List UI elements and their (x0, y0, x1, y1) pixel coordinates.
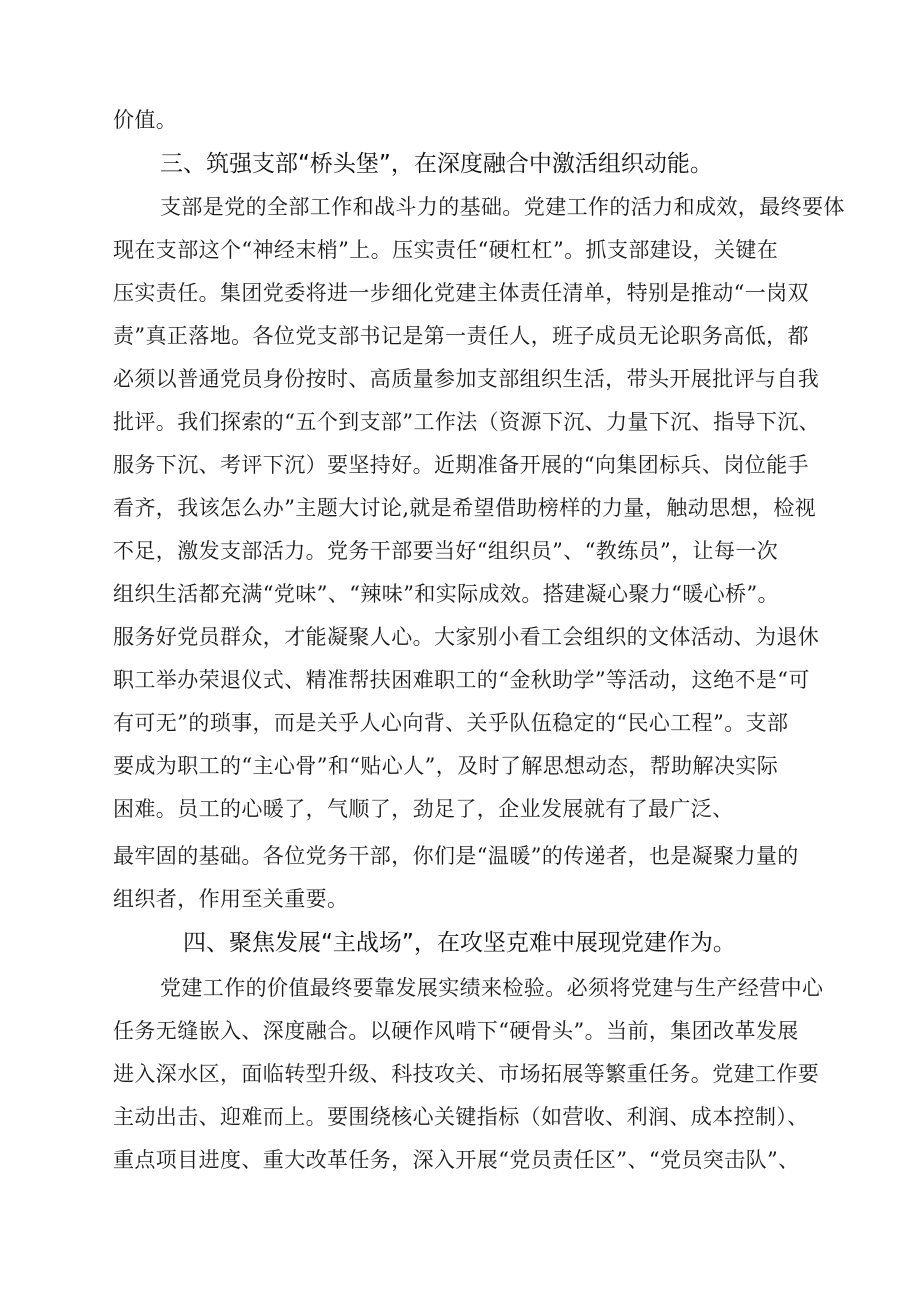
paragraph-line: 看齐，我该怎么办”主题大讨论,就是希望借助榜样的力量，触动思想，检视 (113, 496, 817, 520)
paragraph-line: 重点项目进度、重大改革任务，深入开展“党员责任区”、“党员突击队”、 (113, 1148, 800, 1172)
paragraph-tail: 价值。 (113, 108, 178, 132)
paragraph-line: 批评。我们探索的“五个到支部”工作法（资源下沉、力量下沉、指导下沉、 (113, 410, 821, 434)
paragraph-line: 困难。员工的心暖了，气顺了，劲足了，企业发展就有了最广泛、 (113, 797, 734, 821)
paragraph-line: 服务好党员群众，才能凝聚人心。大家别小看工会组织的文体活动、为退休 (113, 625, 820, 649)
paragraph-line: 服务下沉、考评下沉）要坚持好。近期准备开展的“向集团标兵、岗位能手 (113, 453, 809, 477)
paragraph-line: 主动出击、迎难而上。要围绕核心关键指标（如营收、利润、成本控制）、 (113, 1105, 809, 1129)
paragraph-line: 任务无缝嵌入、深度融合。以硬作风啃下“硬骨头”。当前，集团改革发展 (113, 1019, 799, 1043)
paragraph-line: 现在支部这个“神经末梢”上。压实责任“硬杠杠”。抓支部建设，关键在 (113, 238, 779, 262)
paragraph-line: 不足，激发支部活力。党务干部要当好“组织员”、“教练员”，让每一次 (113, 539, 779, 563)
paragraph-line: 要成为职工的“主心骨”和“贴心人”，及时了解思想动态，帮助解决实际 (113, 754, 779, 778)
paragraph-line: 责”真正落地。各位党支部书记是第一责任人，班子成员无论职务高低，都 (113, 324, 809, 348)
paragraph-line: 党建工作的价值最终要靠发展实绩来检验。必须将党建与生产经营中心 (160, 976, 824, 1000)
section-heading-4: 四、聚焦发展“主战场”，在攻坚克难中展现党建作为。 (183, 930, 736, 956)
paragraph-line: 组织生活都充满“党味”、“辣味”和实际成效。搭建凝心聚力“暖心桥”。 (113, 582, 780, 606)
section-heading-3: 三、筑强支部“桥头堡”，在深度融合中激活组织动能。 (160, 151, 713, 177)
paragraph-line: 必须以普通党员身份按时、高质量参加支部组织生活，带头开展批评与自我 (113, 367, 820, 391)
paragraph-line: 有可无”的琐事，而是关乎人心向背、关乎队伍稳定的“民心工程”。支部 (113, 711, 789, 735)
paragraph-line: 组织者，作用至关重要。 (113, 887, 349, 911)
paragraph-line: 压实责任。集团党委将进一步细化党建主体责任清单，特别是推动“一岗双 (113, 281, 809, 305)
paragraph-line: 支部是党的全部工作和战斗力的基础。党建工作的活力和成效，最终要体 (160, 195, 845, 219)
paragraph-line: 职工举办荣退仪式、精准帮扶困难职工的“金秋助学”等活动，这绝不是“可 (113, 668, 810, 692)
paragraph-line: 最牢固的基础。各位党务干部，你们是“温暖”的传递者，也是凝聚力量的 (113, 844, 799, 868)
paragraph-line: 进入深水区，面临转型升级、科技攻关、市场拓展等繁重任务。党建工作要 (113, 1062, 820, 1086)
